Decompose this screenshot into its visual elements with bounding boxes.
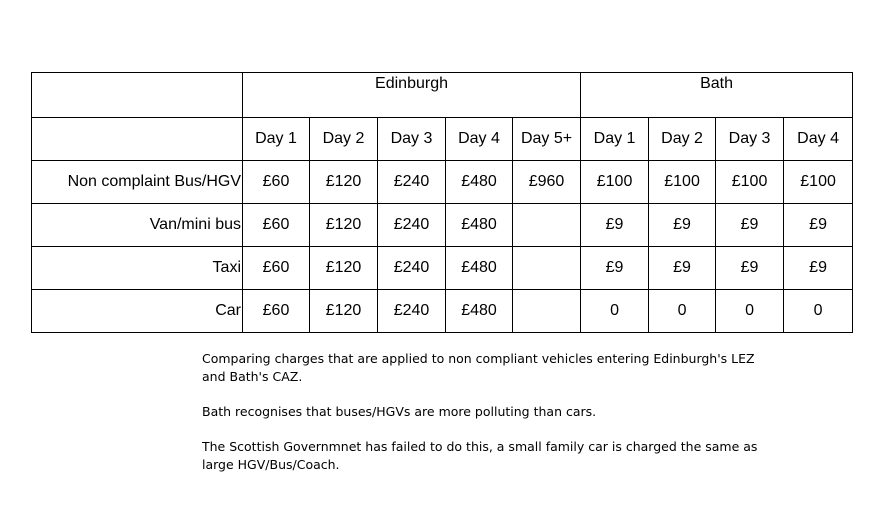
charge-cell: £100 [716,161,784,204]
table-row [32,247,853,290]
charge-cell: £240 [378,290,446,333]
note-paragraph: Bath recognises that buses/HGVs are more polluting than cars. [202,404,597,419]
city-bath-label: Bath [700,75,734,92]
charge-cell: £120 [310,204,378,247]
day-header: Day 2 [649,118,716,161]
charge-cell: 0 [649,290,716,333]
city-edinburgh-label: Edinburgh [375,75,448,92]
table-row [32,290,853,333]
charge-cell: £960 [513,161,581,204]
day-header: Day 2 [310,118,378,161]
day-header: Day 3 [378,118,446,161]
day-header-blank [32,118,243,161]
row-label: Non complaint Bus/HGV [32,161,243,204]
charge-cell: £9 [649,204,716,247]
charge-cell: £480 [446,161,513,204]
charge-cell: £120 [310,161,378,204]
day-header-row [32,118,853,161]
charge-cell: £60 [243,247,310,290]
corner-cell [32,73,243,118]
day-header: Day 5+ [513,118,581,161]
charge-cell: £60 [243,290,310,333]
notes-text [202,350,762,491]
charge-cell: £9 [784,204,853,247]
charge-cell: £120 [310,247,378,290]
charge-cell: £240 [378,247,446,290]
charge-cell: 0 [581,290,649,333]
note-paragraph: Comparing charges that are applied to non compliant vehicles entering Edinburgh's LEZ and Bath's CAZ. [202,351,755,384]
day-header: Day 1 [581,118,649,161]
city-bath [581,73,853,118]
charge-cell: £480 [446,290,513,333]
row-label: Car [32,290,243,333]
table-row [32,204,853,247]
charge-cell: 0 [716,290,784,333]
charge-cell: £240 [378,204,446,247]
charge-cell: £9 [581,247,649,290]
charge-cell: £480 [446,204,513,247]
table-row [32,161,853,204]
city-edinburgh [243,73,581,118]
charge-cell [513,247,581,290]
charge-cell: 0 [784,290,853,333]
note-paragraph: The Scottish Governmnet has failed to do this, a small family car is charged the same as large HGV/Bus/Coach. [202,439,758,472]
charge-cell: £9 [716,204,784,247]
charge-cell [513,290,581,333]
charge-cell: £100 [649,161,716,204]
row-label: Taxi [32,247,243,290]
charge-cell: £100 [581,161,649,204]
day-header: Day 1 [243,118,310,161]
city-header-row [32,73,853,118]
charge-cell: £60 [243,204,310,247]
charge-cell: £9 [716,247,784,290]
charge-cell: £480 [446,247,513,290]
charge-cell: £9 [581,204,649,247]
charge-cell: £60 [243,161,310,204]
charge-cell: £120 [310,290,378,333]
day-header: Day 4 [446,118,513,161]
charge-cell: £9 [649,247,716,290]
day-header: Day 3 [716,118,784,161]
row-label: Van/mini bus [32,204,243,247]
charge-cell: £100 [784,161,853,204]
charge-cell [513,204,581,247]
charges-table [31,72,853,333]
day-header: Day 4 [784,118,853,161]
charge-cell: £240 [378,161,446,204]
charge-cell: £9 [784,247,853,290]
